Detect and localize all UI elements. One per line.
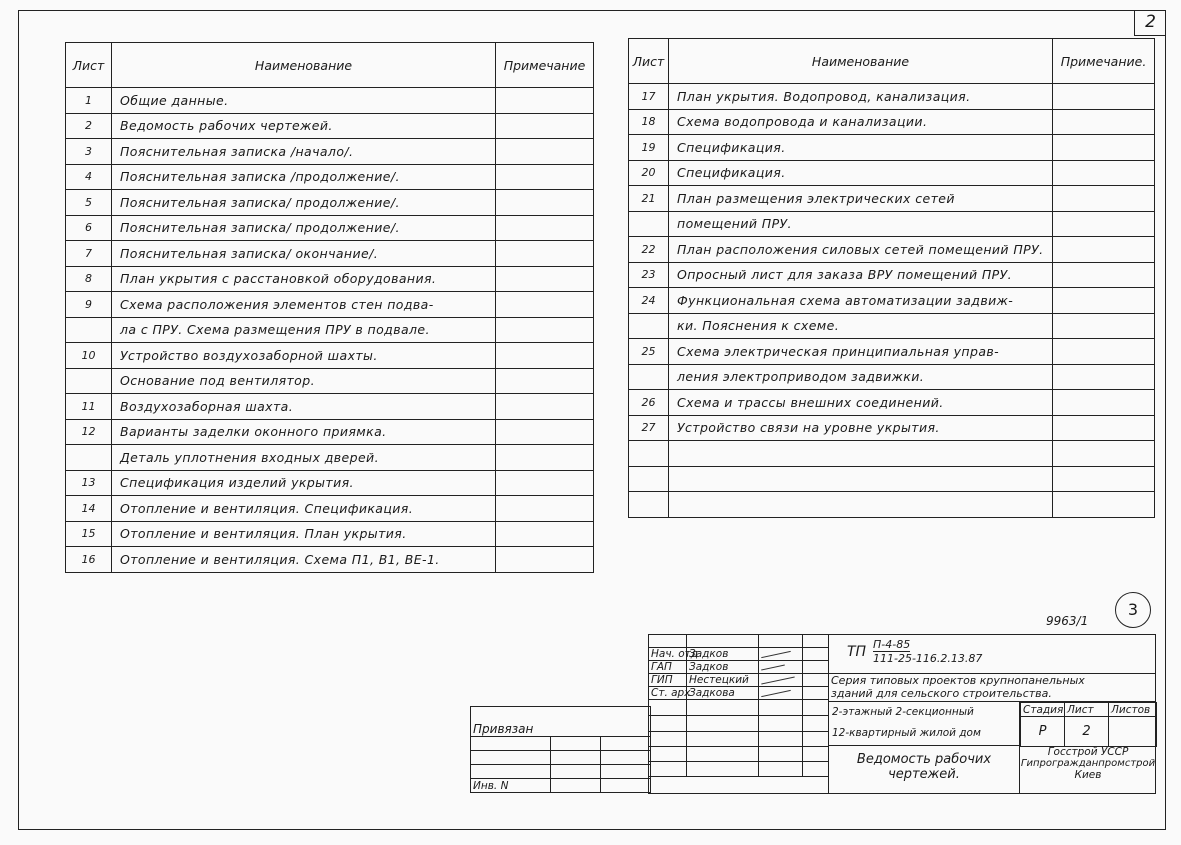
row-sheet-number: 24 <box>629 288 669 314</box>
row-name: План размещения электрических сетей <box>669 186 1053 212</box>
code-bottom: 111-25-116.2.13.87 <box>873 652 983 665</box>
row-sheet-number: 26 <box>629 390 669 416</box>
table-row <box>629 288 1155 314</box>
table-row <box>629 160 1155 186</box>
staff-table <box>648 634 829 777</box>
row-note <box>496 343 594 369</box>
table-row <box>66 164 594 190</box>
table-row <box>66 445 594 471</box>
org-cell <box>1020 746 1156 794</box>
row-sheet-number: 2 <box>66 113 112 139</box>
row-sheet-number: 18 <box>629 109 669 135</box>
staff-role: ГИП <box>649 674 687 687</box>
table-row <box>66 292 594 318</box>
row-sheet-number: 13 <box>66 470 112 496</box>
org-line2: Гипрогражданпромстрой <box>1020 758 1156 769</box>
staff-role: ГАП <box>649 661 687 674</box>
table-row <box>629 339 1155 365</box>
row-name: Пояснительная записка/ продолжение/. <box>112 190 496 216</box>
row-sheet-number: 5 <box>66 190 112 216</box>
series-line1: Серия типовых проектов крупнопанельных <box>831 674 1085 687</box>
table-row <box>629 466 1155 492</box>
row-note <box>1053 262 1155 288</box>
building-cell <box>828 702 1020 746</box>
doc-title-line1: Ведомость рабочих <box>856 752 992 767</box>
doc-title-cell <box>828 746 1020 794</box>
row-note <box>1053 160 1155 186</box>
table-row <box>629 135 1155 161</box>
table-row <box>629 109 1155 135</box>
code-main: ТП <box>847 644 867 660</box>
row-name: Отопление и вентиляция. Схема П1, В1, ВЕ-1. <box>112 547 496 573</box>
sheet-value: 2 <box>1065 717 1109 747</box>
row-name: План расположения силовых сетей помещений ПРУ. <box>669 237 1053 263</box>
sheet-label: Лист <box>1065 703 1109 717</box>
row-sheet-number <box>629 364 669 390</box>
row-note <box>496 190 594 216</box>
table-row <box>629 84 1155 110</box>
row-name: ления электроприводом задвижки. <box>669 364 1053 390</box>
table-row <box>66 88 594 114</box>
org-line3: Киев <box>1074 769 1102 781</box>
table-row <box>66 190 594 216</box>
row-name: Схема электрическая принципиальная управ- <box>669 339 1053 365</box>
table-row <box>629 186 1155 212</box>
inv-label: Инв. N <box>471 779 551 793</box>
row-note <box>496 317 594 343</box>
row-name: Пояснительная записка/ продолжение/. <box>112 215 496 241</box>
table-header <box>629 39 1155 84</box>
row-sheet-number: 23 <box>629 262 669 288</box>
row-name: Воздухозаборная шахта. <box>112 394 496 420</box>
row-note <box>1053 415 1155 441</box>
table-row <box>66 266 594 292</box>
row-note <box>496 394 594 420</box>
row-sheet-number: 7 <box>66 241 112 267</box>
row-name: Отопление и вентиляция. Спецификация. <box>112 496 496 522</box>
row-name: Ведомость рабочих чертежей. <box>112 113 496 139</box>
row-sheet-number <box>66 445 112 471</box>
row-sheet-number: 10 <box>66 343 112 369</box>
row-sheet-number: 9 <box>66 292 112 318</box>
header-note: Примечание <box>496 43 594 88</box>
table-row <box>66 139 594 165</box>
row-name: Схема и трассы внешних соединений. <box>669 390 1053 416</box>
row-sheet-number <box>629 492 669 518</box>
attached-label: Привязан <box>471 707 651 737</box>
header-name: Наименование <box>669 39 1053 84</box>
stamp-number: 9963/1 <box>1046 614 1089 628</box>
row-note <box>496 241 594 267</box>
row-name <box>669 466 1053 492</box>
row-name: Варианты заделки оконного приямка. <box>112 419 496 445</box>
header-name: Наименование <box>112 43 496 88</box>
stage-label: Стадия <box>1021 703 1065 717</box>
row-sheet-number: 16 <box>66 547 112 573</box>
circle-number: 3 <box>1115 592 1151 628</box>
row-note <box>496 215 594 241</box>
table-header <box>66 43 594 88</box>
row-note <box>496 113 594 139</box>
table-row <box>629 441 1155 467</box>
series-cell <box>828 674 1156 702</box>
row-note <box>1053 211 1155 237</box>
code-cell <box>828 634 1156 674</box>
row-sheet-number: 25 <box>629 339 669 365</box>
row-note <box>496 368 594 394</box>
row-name: помещений ПРУ. <box>669 211 1053 237</box>
row-note <box>496 445 594 471</box>
header-sheet: Лист <box>629 39 669 84</box>
table-row <box>629 415 1155 441</box>
right-drawing-list <box>628 38 1155 518</box>
row-name: Спецификация. <box>669 160 1053 186</box>
table-row <box>66 113 594 139</box>
row-sheet-number: 17 <box>629 84 669 110</box>
staff-name: Задков <box>687 661 759 674</box>
table-row <box>66 521 594 547</box>
left-drawing-list <box>65 42 594 573</box>
row-note <box>1053 186 1155 212</box>
staff-name: Задков <box>687 648 759 661</box>
row-note <box>496 496 594 522</box>
row-sheet-number: 15 <box>66 521 112 547</box>
sheets-label: Листов <box>1109 703 1157 717</box>
row-name: Схема водопровода и канализации. <box>669 109 1053 135</box>
row-sheet-number: 21 <box>629 186 669 212</box>
header-sheet: Лист <box>66 43 112 88</box>
row-sheet-number: 6 <box>66 215 112 241</box>
staff-name: Нестецкий <box>687 674 759 687</box>
row-note <box>1053 288 1155 314</box>
row-sheet-number: 20 <box>629 160 669 186</box>
code-top: П-4-85 <box>873 638 911 651</box>
row-note <box>496 88 594 114</box>
row-sheet-number: 14 <box>66 496 112 522</box>
row-note <box>1053 237 1155 263</box>
row-name: ки. Пояснения к схеме. <box>669 313 1053 339</box>
row-note <box>1053 390 1155 416</box>
row-name: ла с ПРУ. Схема размещения ПРУ в подвале. <box>112 317 496 343</box>
table-row <box>66 496 594 522</box>
row-name: Спецификация изделий укрытия. <box>112 470 496 496</box>
row-sheet-number: 27 <box>629 415 669 441</box>
row-name: Пояснительная записка /начало/. <box>112 139 496 165</box>
row-sheet-number <box>629 211 669 237</box>
table-row <box>66 368 594 394</box>
row-name: Пояснительная записка/ окончание/. <box>112 241 496 267</box>
row-name: Опросный лист для заказа ВРУ помещений ПРУ. <box>669 262 1053 288</box>
row-note <box>1053 339 1155 365</box>
row-name <box>669 492 1053 518</box>
row-name: Основание под вентилятор. <box>112 368 496 394</box>
org-line1: Госстрой УССР <box>1047 746 1129 758</box>
row-sheet-number: 4 <box>66 164 112 190</box>
row-note <box>496 266 594 292</box>
table-row <box>66 215 594 241</box>
row-note <box>496 521 594 547</box>
row-name: Спецификация. <box>669 135 1053 161</box>
row-name: Устройство связи на уровне укрытия. <box>669 415 1053 441</box>
row-sheet-number: 11 <box>66 394 112 420</box>
table-row <box>66 394 594 420</box>
row-sheet-number: 1 <box>66 88 112 114</box>
table-row <box>629 492 1155 518</box>
row-sheet-number: 22 <box>629 237 669 263</box>
row-note <box>496 547 594 573</box>
table-row <box>66 343 594 369</box>
attached-block <box>470 706 651 793</box>
table-row <box>66 470 594 496</box>
row-sheet-number: 8 <box>66 266 112 292</box>
row-note <box>1053 84 1155 110</box>
staff-role: Нач. отд <box>649 648 687 661</box>
row-note <box>496 470 594 496</box>
row-note <box>1053 441 1155 467</box>
table-row <box>629 390 1155 416</box>
row-name: Отопление и вентиляция. План укрытия. <box>112 521 496 547</box>
row-note <box>1053 109 1155 135</box>
stage-value: Р <box>1021 717 1065 747</box>
sheet-number: 2 <box>1134 10 1166 36</box>
table-row <box>629 211 1155 237</box>
header-note: Примечание. <box>1053 39 1155 84</box>
series-line2: зданий для сельского строительства. <box>831 687 1052 700</box>
table-row <box>66 241 594 267</box>
row-name <box>669 441 1053 467</box>
row-name: Пояснительная записка /продолжение/. <box>112 164 496 190</box>
row-note <box>1053 466 1155 492</box>
table-row <box>629 364 1155 390</box>
row-name: План укрытия с расстановкой оборудования. <box>112 266 496 292</box>
row-note <box>496 164 594 190</box>
row-sheet-number <box>629 313 669 339</box>
row-note <box>496 292 594 318</box>
row-name: Деталь уплотнения входных дверей. <box>112 445 496 471</box>
building-line2: 12-квартирный жилой дом <box>832 727 981 739</box>
row-sheet-number <box>66 317 112 343</box>
row-note <box>1053 135 1155 161</box>
row-sheet-number <box>629 441 669 467</box>
row-sheet-number: 19 <box>629 135 669 161</box>
building-line1: 2-этажный 2-секционный <box>832 706 974 718</box>
stage-table <box>1020 702 1157 747</box>
row-note <box>496 139 594 165</box>
row-name: Схема расположения элементов стен подва- <box>112 292 496 318</box>
sheets-value <box>1109 717 1157 747</box>
table-row <box>629 313 1155 339</box>
row-name: План укрытия. Водопровод, канализация. <box>669 84 1053 110</box>
row-sheet-number: 3 <box>66 139 112 165</box>
row-note <box>1053 313 1155 339</box>
staff-role: Ст. арх <box>649 687 687 700</box>
table-row <box>66 419 594 445</box>
table-row <box>629 237 1155 263</box>
staff-name: Задкова <box>687 687 759 700</box>
table-row <box>66 317 594 343</box>
table-row <box>629 262 1155 288</box>
row-sheet-number <box>66 368 112 394</box>
row-note <box>1053 364 1155 390</box>
row-sheet-number <box>629 466 669 492</box>
row-sheet-number: 12 <box>66 419 112 445</box>
table-row <box>66 547 594 573</box>
doc-title-line2: чертежей. <box>888 767 960 782</box>
row-note <box>1053 492 1155 518</box>
row-note <box>496 419 594 445</box>
row-name: Устройство воздухозаборной шахты. <box>112 343 496 369</box>
row-name: Общие данные. <box>112 88 496 114</box>
row-name: Функциональная схема автоматизации задвиж- <box>669 288 1053 314</box>
